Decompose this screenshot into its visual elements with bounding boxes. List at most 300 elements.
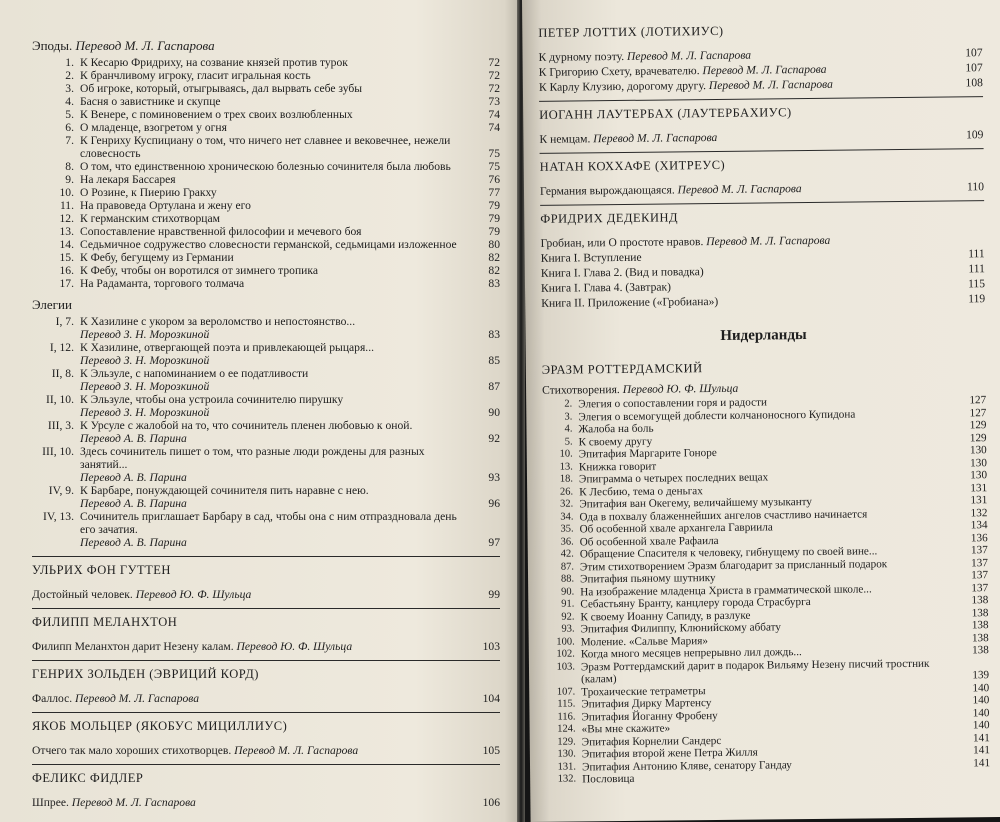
entry-text: Здесь сочинитель пишет о том, что разные люди рождены для разных занятий... xyxy=(80,445,425,471)
toc-entry xyxy=(32,160,500,173)
toc-entry xyxy=(32,82,500,95)
elegii-list xyxy=(32,315,500,549)
entry-page: 105 xyxy=(482,744,500,757)
toc-entry xyxy=(32,95,500,108)
entry-title xyxy=(32,640,470,653)
entry-number: 1. xyxy=(65,56,74,69)
entry-page: 72 xyxy=(488,82,500,95)
entry-page: 137 xyxy=(971,569,989,582)
entry-text: Эпитафия ван Окегему, величайшему музыканту xyxy=(579,495,813,511)
entry-text: Сочинитель приглашает Барбару в сад, чтобы она с ним отпраздновала день его зачатия. xyxy=(80,510,457,536)
entry-number: 107. xyxy=(556,685,576,698)
entry-page: 104 xyxy=(482,692,500,705)
entry-page: 141 xyxy=(972,731,990,744)
entry-title xyxy=(32,692,470,705)
entry-page: 131 xyxy=(970,481,988,494)
entry-number: 93. xyxy=(561,623,575,635)
entry-title xyxy=(80,199,470,212)
entry-text: Эпитафия пьяному шутнику xyxy=(580,572,716,586)
author-name: ФЕЛИКС ФИДЛЕР xyxy=(32,771,144,785)
entry-text: Об особенной хвале архангела Гавриила xyxy=(579,521,773,536)
entry-title xyxy=(539,76,955,93)
author-erasmus: ЭРАЗМ РОТТЕРДАМСКИЙ xyxy=(541,361,703,377)
entry-page: 72 xyxy=(488,69,500,82)
entry-number: 115. xyxy=(557,698,576,710)
entry-page: 137 xyxy=(970,544,988,557)
entry-page: 132 xyxy=(970,506,988,519)
entry-title xyxy=(80,264,470,277)
entry-number: IV, 13. xyxy=(42,510,74,523)
entry-number: 15. xyxy=(59,251,74,264)
entry-page: 111 xyxy=(968,262,985,276)
entry-page: 76 xyxy=(488,173,500,186)
entry-page: 85 xyxy=(488,354,500,367)
entry-title xyxy=(80,82,470,95)
entry-number: 10. xyxy=(559,448,573,460)
entry-page: 130 xyxy=(970,456,987,469)
entry-text: Сопоставление нравственной философии и мечевого боя xyxy=(80,225,362,238)
entry-number: 90. xyxy=(561,585,575,598)
entry-page: 119 xyxy=(968,292,986,306)
entry-translator: Перевод Ю. Ф. Шульца xyxy=(135,588,252,601)
entry-page: 140 xyxy=(972,694,990,707)
entry-text: На правоведа Ортулана и жену его xyxy=(80,199,251,212)
entry-title xyxy=(80,277,470,290)
entry-page: 107 xyxy=(965,46,983,60)
entry-text: К Фебу, чтобы он воротился от зимнего тропика xyxy=(80,264,318,277)
entry-page: 139 xyxy=(972,669,990,682)
entry-page: 136 xyxy=(970,531,988,544)
entry-page: 130 xyxy=(969,444,987,457)
entry-text: Эпитафия Йоганну Фробену xyxy=(581,709,718,723)
entry-number: 13. xyxy=(559,460,573,473)
entry-page: 107 xyxy=(965,61,983,75)
entry-page: 140 xyxy=(972,719,990,732)
toc-entry xyxy=(32,251,500,264)
entry-page: 79 xyxy=(488,212,500,225)
entry-page: 83 xyxy=(488,328,500,341)
entry-title xyxy=(80,160,470,173)
entry-text: К Карлу Клузию, дорогому другу. xyxy=(538,79,707,94)
entry-page: 140 xyxy=(972,706,990,719)
kochhafe-entry: Германия вырождающаяся. Перевод М. Л. Гаспарова 110 xyxy=(539,180,985,198)
entry-translator: Перевод З. Н. Морозкиной xyxy=(80,380,210,393)
entry-text: К своему другу xyxy=(578,435,653,448)
entry-title xyxy=(32,588,470,601)
epody-list xyxy=(32,56,500,290)
entry-text: К Хазилине, отвергающей поэта и привлекающей рыцаря... xyxy=(80,341,375,354)
epody-heading: Эподы. Перевод М. Л. Гаспарова xyxy=(32,38,215,53)
entry-text: На изображение младенца Христа в грамматической школе... xyxy=(580,582,872,598)
entry-page: 131 xyxy=(970,494,988,507)
entry-text: Элегия о сопоставлении горя и радости xyxy=(578,396,767,411)
toc-entry xyxy=(32,238,500,251)
entry-text: К дурному поэту. xyxy=(538,49,625,64)
entry-text: Эразм Роттердамский дарит в подарок Вильяму Незену писчий тростник (калам) xyxy=(580,657,930,686)
entry-title xyxy=(80,419,470,445)
entry-text: Басня о завистнике и скупце xyxy=(80,95,221,108)
entry-title xyxy=(80,134,470,160)
entry-number: 5. xyxy=(65,108,74,121)
entry-text: К бранчливому игроку, гласит игральная кость xyxy=(80,69,311,82)
entry-number: 32. xyxy=(560,498,574,510)
entry-title xyxy=(80,173,470,186)
entry-text: Эпитафия Дирку Мартенсу xyxy=(581,697,712,711)
toc-entry xyxy=(32,212,500,225)
entry-translator: Перевод З. Н. Морозкиной xyxy=(80,354,210,367)
entry-title xyxy=(80,510,470,549)
entry-number: 116. xyxy=(557,710,576,723)
entry-title xyxy=(80,212,470,225)
entry-number: 131. xyxy=(557,760,577,773)
entry-number: 42. xyxy=(560,548,574,560)
entry-page: 73 xyxy=(488,95,500,108)
author-entry xyxy=(32,796,500,809)
entry-page: 77 xyxy=(488,186,500,199)
entry-page: 108 xyxy=(965,76,983,90)
entry-number: 5. xyxy=(564,435,573,448)
toc-entry xyxy=(32,445,500,484)
entry-text: О младенце, взогретом у огня xyxy=(80,121,227,134)
entry-number: 3. xyxy=(564,410,573,423)
entry-number: 102. xyxy=(556,648,575,660)
entry-page: 141 xyxy=(973,744,990,757)
author-name: УЛЬРИХ ФОН ГУТТЕН xyxy=(32,563,171,577)
entry-translator: Перевод А. В. Парина xyxy=(80,536,187,549)
entry-page: 80 xyxy=(488,238,500,251)
section-rule xyxy=(32,660,500,661)
entry-text: Книжка говорит xyxy=(578,460,657,473)
entry-number: I, 7. xyxy=(55,315,74,328)
section-rule xyxy=(32,712,500,713)
entry-page: 82 xyxy=(488,251,500,264)
entry-page: 138 xyxy=(971,644,989,657)
entry-text: Филипп Меланхтон дарит Незену калам. xyxy=(32,640,234,653)
entry-number: 26. xyxy=(559,485,574,498)
entry-text: Эпитафия Филиппу, Клюнийскому аббату xyxy=(580,621,782,636)
entry-page: 74 xyxy=(488,121,500,134)
entry-translator: Перевод А. В. Парина xyxy=(80,471,187,484)
author-entry xyxy=(32,640,500,653)
toc-entry xyxy=(32,199,500,212)
entry-page: 127 xyxy=(969,394,987,407)
entry-title xyxy=(80,69,470,82)
entry-text: К Григорию Схету, врачевателю. xyxy=(538,64,700,79)
entry-page: 111 xyxy=(968,247,985,261)
entry-number: 4. xyxy=(65,95,74,108)
entry-text: К своему Иоанну Сапиду, в разлуке xyxy=(580,609,751,623)
entry-page: 137 xyxy=(971,581,989,594)
entry-text: Пословица xyxy=(582,772,635,786)
entry-text: Эпиграмма о четырех последних вещах xyxy=(578,471,769,486)
entry-number: III, 10. xyxy=(42,445,74,458)
entry-title xyxy=(80,251,470,264)
entry-text: Трохаические тетраметры xyxy=(581,684,706,698)
entry-page: 96 xyxy=(488,497,500,510)
entry-page: 138 xyxy=(971,631,989,644)
entry-page: 138 xyxy=(971,619,989,632)
entry-text: Об особенной хвале Рафаила xyxy=(579,534,719,548)
entry-text: Эпитафия Антонию Кляве, сенатору Гандау xyxy=(581,758,792,773)
entry-number: 88. xyxy=(560,573,575,585)
toc-entry xyxy=(32,69,500,82)
section-rule xyxy=(540,200,984,206)
entry-page: 127 xyxy=(969,406,987,419)
entry-page: 115 xyxy=(967,277,986,291)
entry-translator: Перевод З. Н. Морозкиной xyxy=(80,406,210,419)
toc-entry xyxy=(32,419,500,445)
entry-number: 14. xyxy=(59,238,74,251)
entry-number: 2. xyxy=(65,69,74,82)
section-rule xyxy=(32,556,500,557)
entry-text: Фаллос. xyxy=(32,692,73,705)
entry-text: На Радаманта, торгового толмача xyxy=(80,277,245,290)
entry-page: 90 xyxy=(488,406,500,419)
entry-page: 103 xyxy=(482,640,500,653)
author-name: ГЕНРИХ ЗОЛЬДЕН (ЭВРИЦИЙ КОРД) xyxy=(32,667,259,681)
entry-text: Эпитафия второй жене Петра Жилля xyxy=(581,746,758,761)
entry-page: 79 xyxy=(488,199,500,212)
entry-translator: Перевод М. Л. Гаспарова xyxy=(708,77,833,93)
entry-text: Ода в похвалу блаженнейших ангелов счастливо начинается xyxy=(579,507,868,523)
author-entry xyxy=(32,744,500,757)
entry-number: 7. xyxy=(65,134,74,147)
entry-number: 10. xyxy=(59,186,74,199)
entry-translator: Перевод А. В. Парина xyxy=(80,432,187,445)
entry-page: 93 xyxy=(488,471,500,484)
entry-number: 100. xyxy=(556,635,575,648)
lottih-entry xyxy=(539,76,983,94)
entry-page: 87 xyxy=(488,380,500,393)
entry-number: 35. xyxy=(560,523,574,535)
entry-number: 11. xyxy=(59,199,74,212)
entry-text: Этим стихотворением Эразм благодарит за присланный подарок xyxy=(579,557,888,573)
entry-text: К Венере, с поминовением о трех своих возлюбленных xyxy=(80,108,353,121)
section-rule xyxy=(32,764,500,765)
entry-translator: Перевод З. Н. Морозкиной xyxy=(80,328,210,341)
entry-page: 129 xyxy=(969,431,987,444)
entry-number: 16. xyxy=(59,264,74,277)
entry-title xyxy=(80,315,470,341)
entry-text: К Кесарю Фридриху, на созвание князей против турок xyxy=(80,56,348,69)
entry-text: К Генриху Куспициану о том, что ничего нет славнее и вековечнее, нежели словесность xyxy=(80,134,451,160)
author-dedekind: ФРИДРИХ ДЕДЕКИНД xyxy=(540,210,679,226)
author-lauterbach: ИОГАНН ЛАУТЕРБАХ (ЛАУТЕРБАХИУС) xyxy=(539,105,792,122)
entry-number: 3. xyxy=(65,82,74,95)
toc-entry xyxy=(32,225,500,238)
entry-translator: Перевод Ю. Ф. Шульца xyxy=(236,640,353,653)
entry-title xyxy=(80,108,470,121)
entry-number: 132. xyxy=(557,773,577,785)
entry-text: О Розине, к Пиерию Гракху xyxy=(80,186,217,199)
elegii-heading: Элегии xyxy=(32,297,72,312)
dedekind-entry xyxy=(541,292,985,310)
entry-page: 72 xyxy=(488,56,500,69)
entry-title xyxy=(80,341,470,367)
entry-page: 106 xyxy=(482,796,500,809)
entry-text: К Хазилине с укором за вероломство и непостоянство... xyxy=(80,315,356,328)
toc-entry xyxy=(32,108,500,121)
entry-page: 138 xyxy=(971,606,989,619)
author-entry xyxy=(32,588,500,601)
author-entry xyxy=(32,692,500,705)
entry-number: 103. xyxy=(556,660,576,673)
entry-title xyxy=(80,225,470,238)
entry-number: 4. xyxy=(564,423,573,435)
entry-text: Обращение Спасителя к человеку, гибнущему по своей вине... xyxy=(579,545,878,561)
entry-text: Шпрее. xyxy=(32,796,69,809)
toc-entry xyxy=(32,186,500,199)
entry-text: «Вы мне скажите» xyxy=(581,722,671,736)
entry-text: На лекаря Бассарея xyxy=(80,173,176,186)
entry-page: 82 xyxy=(488,264,500,277)
entry-number: 91. xyxy=(561,598,575,610)
entry-translator: Перевод М. Л. Гаспарова xyxy=(702,62,827,78)
entry-text: Жалоба на боль xyxy=(578,422,654,436)
entry-text: О том, что единственною хроническою болезнью сочинителя была любовь xyxy=(80,160,451,173)
entry-text: Об игроке, который, отыгрываясь, дал вырвать себе зубы xyxy=(80,82,363,95)
entry-page: 137 xyxy=(971,556,988,569)
entry-title xyxy=(80,56,470,69)
toc-entry xyxy=(32,56,500,69)
entry-page: 83 xyxy=(488,277,500,290)
entry-title xyxy=(80,95,470,108)
entry-text: Седьмичное содружество словесности германской, седьмицами изложенное xyxy=(80,238,457,251)
entry-number: 18. xyxy=(559,473,574,485)
entry-translator: Перевод А. В. Парина xyxy=(80,497,187,510)
entry-number: 92. xyxy=(561,610,575,623)
section-rule xyxy=(32,608,500,609)
toc-entry xyxy=(32,393,500,419)
entry-text: К германским стихотворцам xyxy=(80,212,220,225)
entry-title xyxy=(80,367,470,393)
entry-text: Книга I. Глава 2. (Вид и повадка) xyxy=(540,265,704,280)
entry-title xyxy=(80,445,470,484)
entry-text: Книга I. Глава 4. (Завтрак) xyxy=(540,280,672,295)
entry-text: Книга I. Вступление xyxy=(540,250,642,265)
authors-list xyxy=(32,556,500,809)
entry-number: 8. xyxy=(65,160,74,173)
toc-entry xyxy=(32,341,500,367)
entry-page: 79 xyxy=(488,225,500,238)
entry-page: 130 xyxy=(970,469,988,482)
country-heading: Нидерланды xyxy=(720,327,807,344)
section-rule xyxy=(539,96,983,102)
lauterbach-entry: К немцам. Перевод М. Л. Гаспарова 109 xyxy=(539,128,984,146)
dedekind-intro: Гробиан, или О простоте нравов. Перевод М. Л. Гаспарова xyxy=(540,233,831,250)
entry-number: 13. xyxy=(59,225,74,238)
entry-page: 92 xyxy=(488,432,500,445)
erasmus-list xyxy=(542,394,990,786)
entry-text: Отчего так мало хороших стихотворцев. xyxy=(32,744,232,757)
toc-entry xyxy=(32,367,500,393)
toc-entry xyxy=(32,277,500,290)
entry-number: 129. xyxy=(557,735,576,748)
entry-page: 129 xyxy=(969,419,987,432)
section-rule xyxy=(540,148,984,154)
entry-translator: Перевод М. Л. Гаспарова xyxy=(234,744,359,757)
entry-number: III, 3. xyxy=(47,419,74,432)
entry-title xyxy=(80,393,470,419)
entry-text: К Урсуле с жалобой на то, что сочинитель пленен любовью к оной. xyxy=(80,419,413,432)
entry-text: Эпитафия Маргарите Гоноре xyxy=(578,446,717,461)
entry-number: 12. xyxy=(59,212,74,225)
entry-text: Книга II. Приложение («Гробиана») xyxy=(541,294,719,310)
entry-text: К Эльзуле, с напоминанием о ее податливости xyxy=(80,367,309,380)
entry-text: К Фебу, бегущему из Германии xyxy=(80,251,234,264)
entry-text: Моление. «Сальве Мария» xyxy=(580,634,708,648)
entry-number: 9. xyxy=(65,173,74,186)
entry-page: 141 xyxy=(973,756,991,769)
toc-entry xyxy=(32,173,500,186)
toc-entry xyxy=(32,484,500,510)
entry-text: Эпитафия Корнелии Сандерс xyxy=(581,734,722,748)
entry-number: IV, 9. xyxy=(48,484,74,497)
entry-page: 75 xyxy=(488,160,500,173)
entry-page: 134 xyxy=(970,519,988,532)
entry-page: 74 xyxy=(488,108,500,121)
entry-title xyxy=(32,744,470,757)
entry-translator: Перевод М. Л. Гаспарова xyxy=(626,48,752,63)
entry-number: II, 8. xyxy=(51,367,74,380)
toc-entry xyxy=(32,315,500,341)
entry-number: 17. xyxy=(59,277,74,290)
entry-page: 138 xyxy=(971,594,989,607)
author-name: ФИЛИПП МЕЛАНХТОН xyxy=(32,615,178,629)
entry-number: 87. xyxy=(560,560,574,573)
right-page xyxy=(522,0,1000,822)
entry-title xyxy=(32,796,470,809)
entry-text: К Лесбию, тема о деньгах xyxy=(579,484,703,498)
entry-page: 140 xyxy=(972,681,990,694)
entry-number: 2. xyxy=(564,398,573,410)
entry-text: К Барбаре, понуждающей сочинителя пить наравне с нею. xyxy=(80,484,369,497)
entry-page: 97 xyxy=(488,536,500,549)
entry-number: 6. xyxy=(65,121,74,134)
entry-page: 99 xyxy=(488,588,500,601)
entry-number: 36. xyxy=(560,535,574,548)
entry-number: I, 12. xyxy=(49,341,74,354)
erasmus-intro: Стихотворения. Перевод Ю. Ф. Шульца xyxy=(542,381,739,397)
entry-number: II, 10. xyxy=(45,393,74,406)
entry-number: 130. xyxy=(557,748,576,760)
entry-page: 75 xyxy=(488,147,500,160)
toc-entry xyxy=(32,510,500,549)
entry-title xyxy=(80,121,470,134)
entry-text: К Эльзуле, чтобы она устроила сочинителю пирушку xyxy=(80,393,344,406)
entry-title xyxy=(80,186,470,199)
entry-text: Достойный человек. xyxy=(32,588,133,601)
author-name: ЯКОБ МОЛЬЦЕР (ЯКОБУС МИЦИЛЛИУС) xyxy=(32,719,288,733)
entry-title xyxy=(80,238,470,251)
entry-translator: Перевод М. Л. Гаспарова xyxy=(75,692,200,705)
entry-text: Элегия о всемогущей доблести колчаноносного Купидона xyxy=(578,408,856,423)
lottih-list xyxy=(539,46,983,94)
author-lottih: ПЕТЕР ЛОТТИХ (ЛОТИХИУС) xyxy=(538,23,724,40)
entry-title xyxy=(582,769,962,785)
entry-translator: Перевод М. Л. Гаспарова xyxy=(71,796,196,809)
entry-text: Когда много месяцев непрерывно лил дождь... xyxy=(580,646,802,661)
dedekind-list xyxy=(541,247,986,310)
toc-entry xyxy=(32,134,500,160)
entry-title xyxy=(80,484,470,510)
entry-number: 34. xyxy=(560,510,574,523)
author-kochhafe: НАТАН КОХХАФЕ (ХИТРЕУС) xyxy=(539,157,726,174)
toc-entry xyxy=(32,264,500,277)
entry-text: Себастьяну Бранту, канцлеру города Страсбурга xyxy=(580,596,811,611)
entry-number: 124. xyxy=(557,723,576,735)
toc-entry xyxy=(32,121,500,134)
